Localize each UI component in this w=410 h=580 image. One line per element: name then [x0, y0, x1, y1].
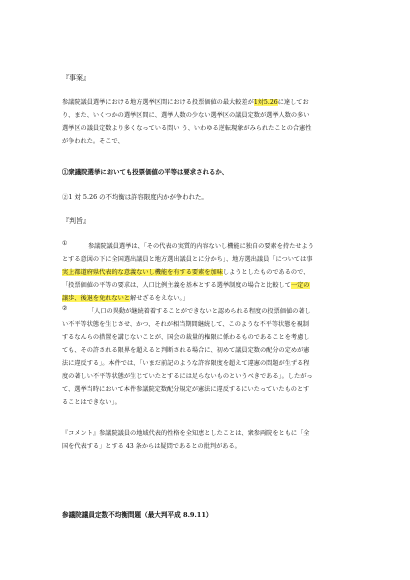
j1-line-3: 実上都道府県代表的な意義ないし機能を有する要素を加味しようとしたものであるので、 [62, 269, 310, 276]
j2-line-8: ることはできない」。 [62, 399, 121, 406]
footer-title: 参議院議員定数不均衡問題（最大判平成 8.9.11） [62, 511, 213, 519]
comment-line-1: 『コメント』参議院議員の地域代表的性格を全知恵としたことは、衆参両院をともに「全 [62, 430, 310, 437]
facts-line-4: が争われた。そこで、 [62, 138, 124, 145]
highlight-concession-1: 一定の [290, 282, 310, 289]
facts-paragraph [62, 96, 348, 148]
facts-line-1: 参議院議員選挙における地方選挙区間における投票価値の最大較差が1対5.26に達してお [62, 99, 309, 106]
highlight-ratio: 1対5.26 [253, 99, 278, 106]
highlight-regional: 実上都道府県代表的な意義ないし機能を有する要素を加味 [62, 269, 223, 276]
facts-line-2: り、また、いくつかの選挙区間に、選挙人数の少ない選挙区の議員定数が選挙人数の多い [62, 112, 310, 119]
issue-1: ①衆議院選挙においても投票価値の平等は要求されるか、 [62, 168, 229, 176]
judgment-number-2: ② [62, 305, 68, 312]
j1-line-1: 参議院議員選挙は、「その代表の実質的内容ないし機能に独自の要素を持たせよう [88, 243, 314, 250]
judgment-number-1: ① [62, 240, 68, 247]
issue-2: ②1 対 5.26 の不均衡は許容限度内かが争われた。 [62, 193, 208, 201]
j2-line-3: するなんらの措置を講じないことが、国会の裁量的権限に係わるものであることを考慮し [62, 334, 310, 341]
j2-line-2: い不平等状態を生じさせ、かつ、それが相当期間継続して、このような不平等状態を視制 [62, 321, 309, 328]
j2-line-6: 度の著しい不平等状態が生じていたとするには足らないものというべきである」。したがっ [62, 373, 313, 380]
j1-line-4: 「投票価値の平等の要求は、人口比例主義を基本とする選挙制度の場合と比較して一定の [62, 282, 310, 289]
highlight-concession-2: 譲歩、後退を免れないと [62, 295, 131, 302]
judgment-heading: 『判旨』 [62, 217, 90, 225]
j1-line-2: とする意図の下に全国選出議員と地方選出議員とに分かち」、地方選出議員「については事 [62, 256, 313, 263]
j2-line-5: 法に違反する」。本件では、「いまだ前記のような許容限度を超えて違憲の問題が生ずる程 [62, 360, 310, 367]
comment-paragraph [62, 427, 348, 453]
judgment-paragraph-1 [62, 240, 348, 305]
judgment-paragraph-2 [62, 305, 348, 409]
facts-heading: 『事案』 [62, 74, 90, 82]
comment-line-2: 国を代表する」とする 43 条からは疑問であるとの批判がある。 [62, 443, 241, 450]
j1-line-5: 譲歩、後退を免れないと解せざるをえない。」 [62, 295, 189, 302]
j2-line-1: 「人口の異動が継続着着することができないと認められる程度の投票価値の著し [88, 308, 311, 315]
j2-line-7: て、選挙当時において本件参議院定数配分規定が憲法に違反するにいたっていたものとす [62, 386, 310, 393]
j2-line-4: ても、その許される限界を超えると判断される場合に、初めて議員定数の配分の定めが憲 [62, 347, 310, 354]
facts-line-3: 選挙区の議員定数より多くなっている問い う、いわゆる逆転現象がみられたことの合憲性 [62, 125, 312, 132]
